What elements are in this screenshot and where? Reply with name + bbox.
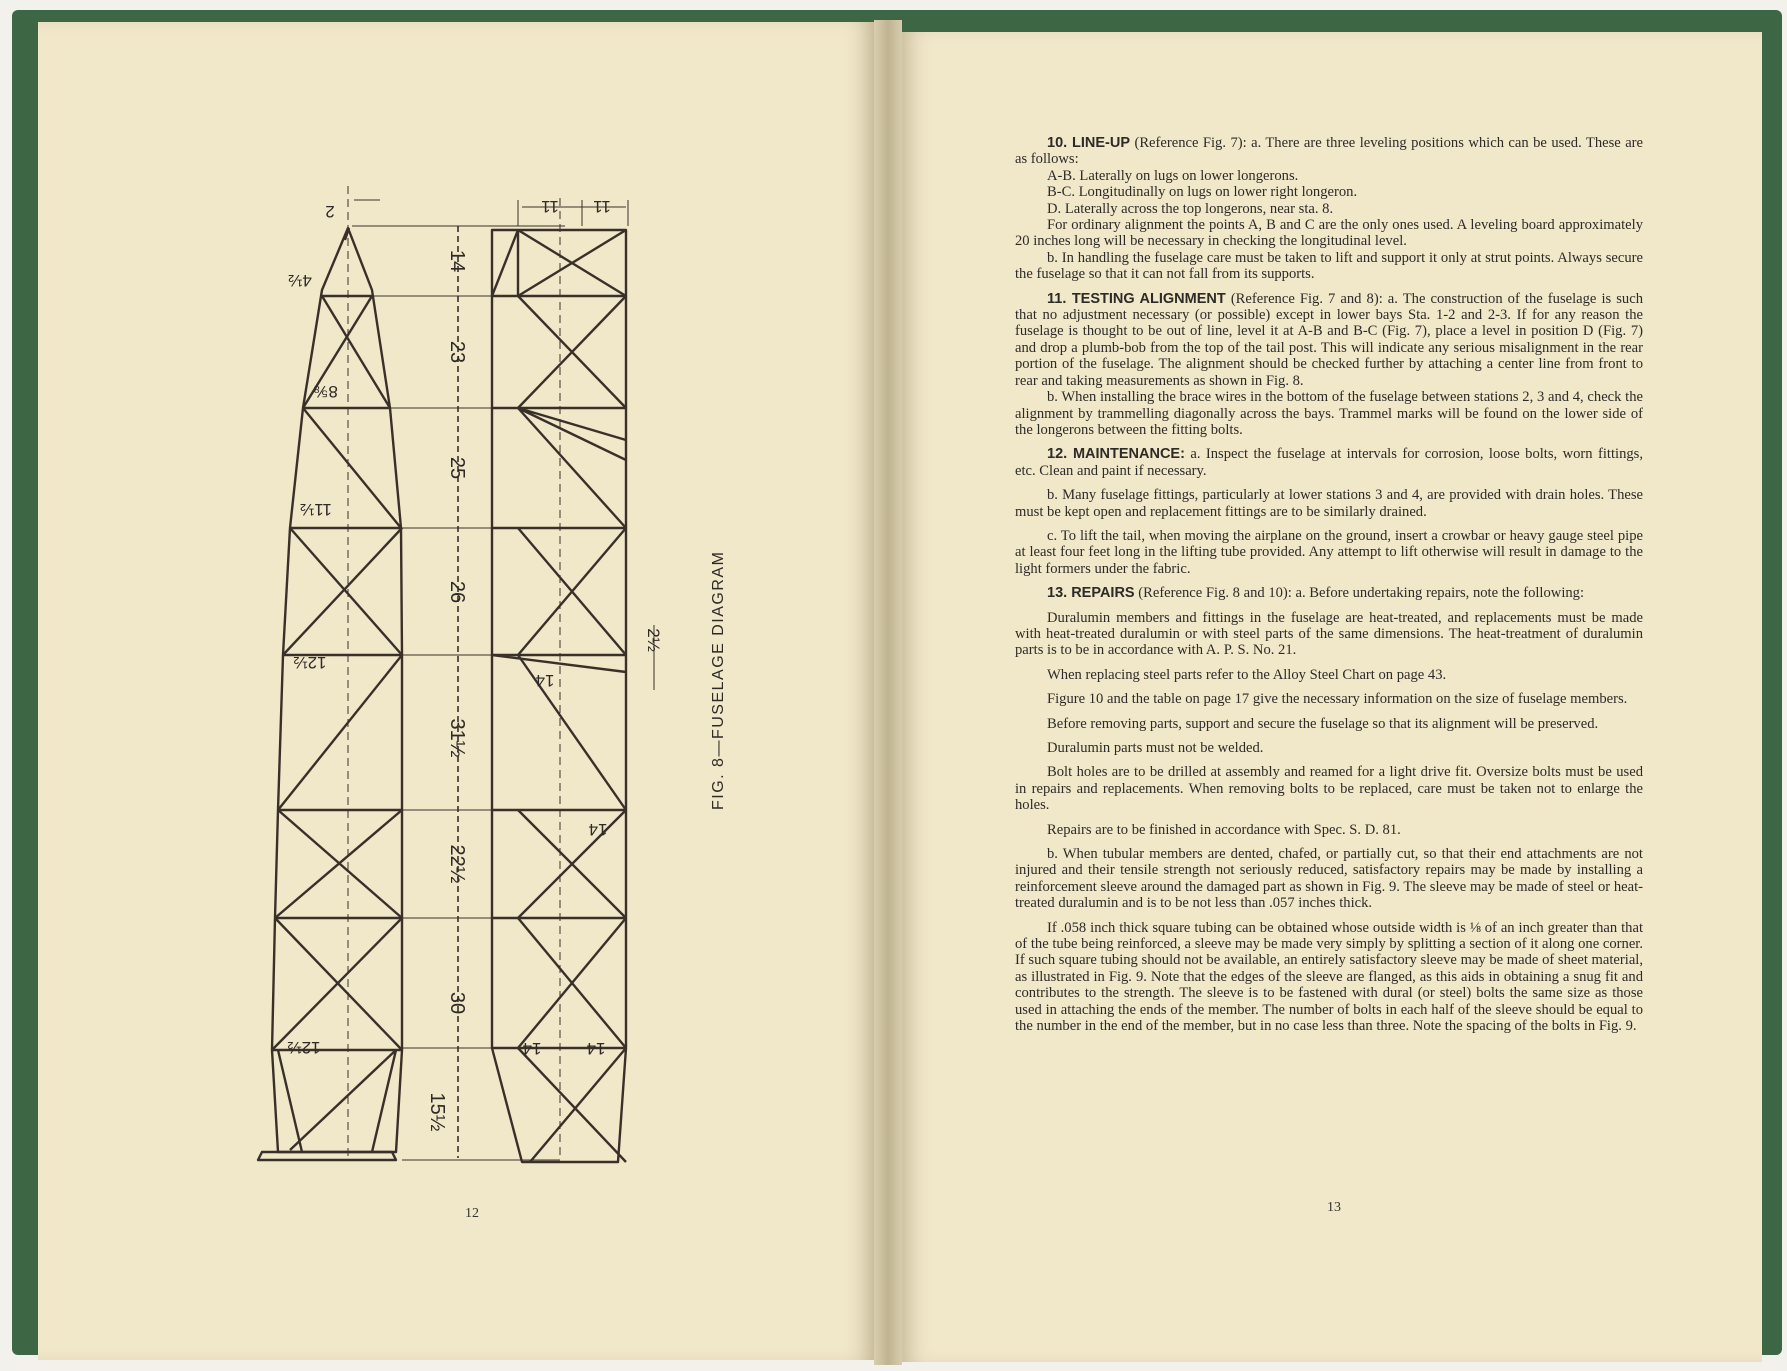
dim-center-8: 15½ [426,1092,448,1132]
s11-p1: b. When installing the brace wires in the bottom of the fuselage between stations 2, 3 and 4, check the alignment by trammelling diagonally across the bays. Trammel marks will be found on the lower side of the longerons between the fitting bolts. [1015,389,1643,438]
dim-side-3: 8⅝ [314,382,338,401]
dim-center-1: 14 [446,249,468,273]
dim-top-2: 11 [593,197,611,216]
s13-para-5: Duralumin parts must not be welded. [1047,740,1264,756]
dim-side-6: 12½ [287,1038,321,1057]
s10-intro: 10. LINE-UP (Reference Fig. 7): a. There are three leveling positions which can be used. These are as follows: [1015,135,1644,168]
figure-caption: FIG. 8—FUSELAGE DIAGRAM [710,550,727,810]
s10-item-2: B-C. Longitudinally on lugs on lower right longeron. [1047,184,1358,201]
dim-side-4: 11½ [300,500,332,519]
page-number-left: 12 [465,1206,479,1221]
s10-item-1: A-B. Laterally on lugs on lower longerons. [1047,167,1299,184]
s10-p1: For ordinary alignment the points A, B and C are the only ones used. A leveling board approximately 20 inches long will be necessary in checking the longitudinal level. [1015,217,1643,250]
s10-p2: b. In handling the fuselage care must be taken to lift and support it only at strut points. Always secure the fuselage so that it can not fall from its supports. [1015,249,1643,283]
dim-top-3: 2½ [644,628,663,652]
dim-top-5: 14 [588,820,608,839]
side-view-outline [272,228,402,1152]
page-number-right: 13 [1327,1200,1341,1215]
s13-para-6: Bolt holes are to be drilled at assembly and reamed for a light drive fit. Oversize bolts must be used in repairs and replacements. When removing bolts to be replaced, care must be taken not to enlarge the holes. [1015,764,1643,814]
dim-center-3: 25 [446,456,468,480]
s13-para-7: Repairs are to be finished in accordance with Spec. S. D. 81. [1047,821,1401,838]
dim-center-6: 22½ [446,844,468,884]
s13-intro: 13. REPAIRS (Reference Fig. 8 and 10): a. Before undertaking repairs, note the following: [1047,585,1585,602]
s13-para-2: When replacing steel parts refer to the Alloy Steel Chart on page 43. [1047,666,1447,683]
dim-top-6: 14 [522,1039,542,1058]
s12-p2: c. To lift the tail, when moving the airplane on the ground, insert a crowbar or heavy gauge steel pipe at least four feet long in the lifting tube provided. Any attempt to lift otherwise will result in damage to the light formers under the fabric. [1015,527,1643,577]
dim-center-4: 26 [446,580,468,604]
s12-p1: b. Many fuselage fittings, particularly at lower stations 3 and 4, are provided with drain holes. These must be kept open and replacement fittings are to be similarly drained. [1015,487,1643,520]
dim-center-5: 31½ [446,718,468,758]
dim-top-4: 14 [535,671,555,690]
s12-intro: 12. MAINTENANCE: a. Inspect the fuselage at intervals for corrosion, loose bolts, worn fittings, etc. Clean and paint if necessary. [1015,446,1643,479]
s13-para-4: Before removing parts, support and secure the fuselage so that its alignment will be preserved. [1047,715,1599,732]
s13-para-1: Duralumin members and fittings in the fuselage are heat-treated, and replacements must be made with heat-treated duralumin or with steel parts of the same dimensions. The heat-treatment of duralumin parts is to be in accordance with A. P. S. No. 21. [1015,609,1643,659]
s13-para-3: Figure 10 and the table on page 17 give the necessary information on the size of fuselage members. [1047,691,1628,708]
dim-center-7: 30 [446,991,468,1015]
dim-side-1: 2 [325,202,335,221]
dim-side-5: 12½ [293,653,327,672]
dim-top-7: 14 [586,1039,606,1058]
s11-intro: 11. TESTING ALIGNMENT (Reference Fig. 7 and 8): a. The construction of the fuselage is such that no adjustment necessary (or possible) except in lower bays Sta. 1-2 and 2-3. If for any reason the fuselage is thought to be out of line, level it at A-B and B-C (Fig. 7), place a level in position D (Fig. 7) and drop a plumb-bob from the top of the tail post. This will indicate any serious misalignment in the rear portion of the fuselage. The alignment should be checked further by attaching a center line from front to rear and taking measurements as shown in Fig. 8. [1015,290,1644,389]
dim-top-1: 11 [541,197,559,216]
s10-item-3: D. Laterally across the top longerons, near sta. 8. [1047,200,1334,217]
dim-side-2: 4½ [288,271,312,290]
dim-center-2: 23 [446,340,468,364]
s13-para-8: b. When tubular members are dented, chafed, or partially cut, so that their end attachments are not injured and their tensile strength not seriously reduced, satisfactory repairs may be made by installing a reinforcement sleeve around the damaged part as shown in Fig. 9. The sleeve may be made of steel or heat-treated duralumin and is to be not less than .057 inches thick. [1015,846,1643,912]
right-page-text [1015,135,1643,1035]
s13-para-9: If .058 inch thick square tubing can be obtained whose outside width is ⅛ of an inch greater than that of the tube being reinforced, a sleeve may be made very simply by splitting a section of it along one corner. If such square tubing should not be available, an entirely satisfactory sleeve may be made of sheet material, as illustrated in Fig. 9. Note that the edges of the sleeve are flanged, as this aids in obtaining a snug fit and contributes to the strength. The sleeve is to be fastened with dural (or steel) bolts the same size as those used in attaching the ends of the member. The number of bolts in each half of the sleeve should be equal to the number in the end of the member, but in no case less than three. Note the spacing of the bolts in Fig. 9. [1015,919,1643,1035]
